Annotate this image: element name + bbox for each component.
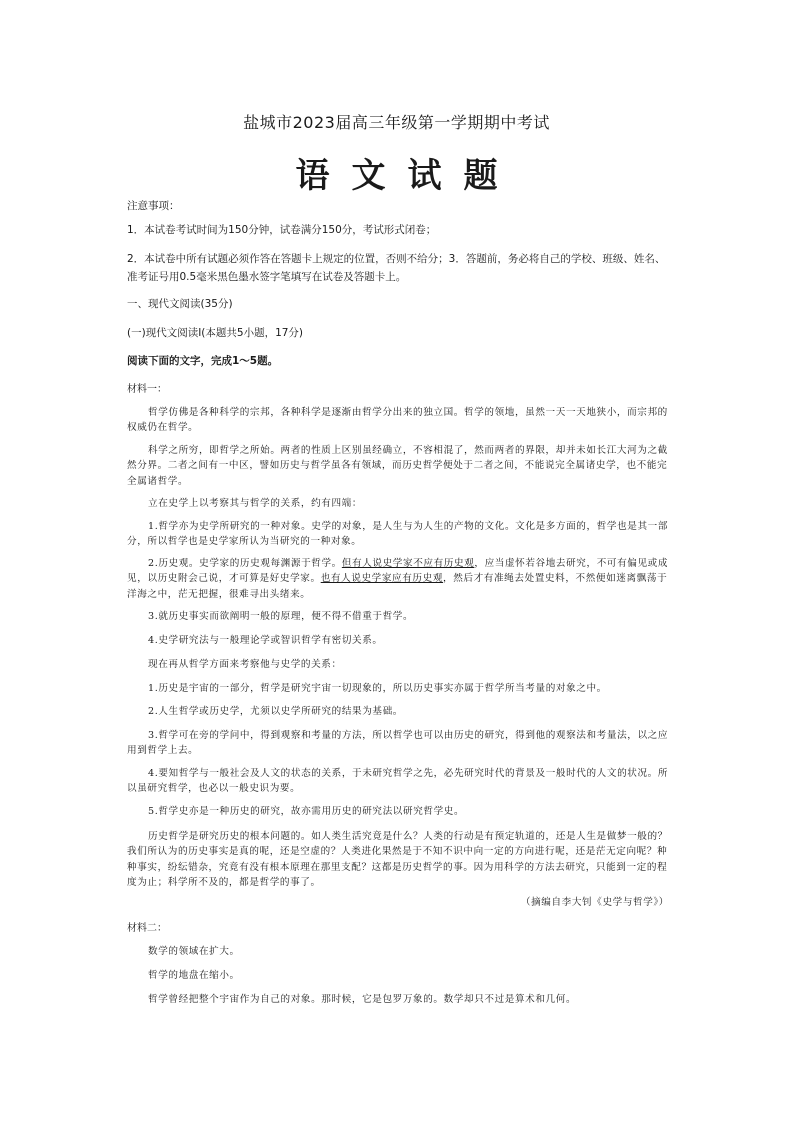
notice-heading: 注意事项： (127, 200, 180, 212)
material-1-paragraph-history-view (127, 556, 669, 602)
section-heading: 一、现代文阅读(35分) (127, 298, 233, 310)
material-1-paragraph: 3.就历史事实而欲阐明一般的原理，便不得不借重于哲学。 (148, 611, 414, 622)
underlined-text: 但有人说史学家不应有历史观 (341, 558, 475, 569)
material-1-paragraph: 2.人生哲学或历史学，尤须以史学所研究的结果为基础。 (148, 706, 404, 717)
material-2-paragraph: 哲学曾经把整个宇宙作为自己的对象。那时候，它是包罗万象的。数学却只不过是算术和几何。 (148, 994, 577, 1005)
notice-item-2: 2．本试卷中所有试题必须作答在答题卡上规定的位置，否则不给分；3．答题前，务必将自己的学校、班级、姓名、准考证号用0.5毫米黑色墨水签字笔填写在试卷及答题卡上。 (127, 253, 666, 283)
material-2-label: 材料二： (127, 923, 167, 934)
exam-title: 盐城市2023届高三年级第一学期期中考试 (243, 113, 550, 132)
material-1-paragraph: 哲学仿佛是各种科学的宗邦，各种科学是逐渐由哲学分出来的独立国。哲学的领地，虽然一天一天地狭小，而宗邦的权威仍在哲学。 (127, 407, 668, 434)
material-1-paragraph: 5.哲学史亦是一种历史的研究，故亦需用历史的研究法以研究哲学史。 (148, 806, 465, 817)
material-1-paragraph: 1.哲学亦为史学所研究的一种对象。史学的对象，是人生与为人生的产物的文化。文化是多方面的，哲学也是其一部分，所以哲学也是史学家所认为当研究的一种对象。 (127, 521, 669, 548)
material-1-paragraph: 现在再从哲学方面来考察他与史学的关系： (148, 659, 342, 670)
material-1-source: （摘编自李大钊《史学与哲学》） (520, 897, 669, 908)
underlined-text: 也有人说史学家应有历史观 (320, 573, 444, 585)
material-1-paragraph: 历史哲学是研究历史的根本问题的。如人类生活究竟是什么？人类的行动是有预定轨道的，还是人生是做梦一般的？我们所认为的历史事实是真的呢，还是空虚的？人类进化果然是于不知不识中向一定的方向进行呢，还是茫无定向呢？种种事实，纷纭错杂，究竟有没有根本原理在那里支配？这都是历史哲学的事。因为用科学的方法去研究，只能到一定的程度为止；科学所不及的，都是哲学的事了。 (127, 831, 668, 888)
subsection-heading: (一)现代文阅读Ⅰ(本题共5小题，17分) (127, 327, 304, 339)
material-1-paragraph: 立在史学上以考察其与哲学的关系，约有四端： (148, 498, 363, 509)
text-run: 2.历史观。史学家的历史观每渊源于哲学。 (148, 558, 342, 569)
notice-item-1: 1．本试卷考试时间为150分钟，试卷满分150分，考试形式闭卷； (127, 224, 437, 236)
material-1-paragraph: 4.要知哲学与一般社会及人文的状态的关系，于未研究哲学之先，必先研究时代的背景及一般时代的人文的状况。所以虽研究哲学，也必以一般史识为要。 (127, 768, 669, 795)
material-1-label: 材料一： (127, 384, 167, 395)
material-1-paragraph: 3.哲学可在旁的学问中，得到观察和考量的方法，所以哲学也可以由历史的研究，得到他的观察法和考量法，以之应用到哲学上去。 (127, 730, 669, 757)
material-1-paragraph: 4.史学研究法与一般理论学或智识哲学有密切关系。 (148, 635, 383, 646)
material-1-paragraph: 科学之所穷，即哲学之所始。两者的性质上区别虽经确立，不容相混了，然而两者的界限，却并未如长江大河为之截然分界。二者之间有一中区，譬如历史与哲学虽各有领域，而历史哲学便处于二者之间，不能说完全属诸史学，也不能完全属诸哲学。 (127, 445, 668, 487)
material-2-paragraph: 数学的领域在扩大。 (148, 946, 240, 957)
instruction: 阅读下面的文字，完成1～5题。 (127, 355, 279, 367)
subject-title: 语文试题 (295, 156, 520, 196)
material-1-paragraph: 1.历史是宇宙的一部分，哲学是研究宇宙一切现象的，所以历史事实亦属于哲学所当考量的对象之中。 (148, 683, 607, 694)
material-2-paragraph: 哲学的地盘在缩小。 (148, 970, 240, 981)
text-run: ，然后才有准绳去处置史料，不然便如迷离飘荡于洋海之中，茫无把握，很难寻出头绪来。 (127, 573, 668, 600)
text-run: ，应当虚怀若谷地去研究，不可有偏见或成见，以历史附会己说，才可算是好史学家。 (127, 558, 669, 585)
